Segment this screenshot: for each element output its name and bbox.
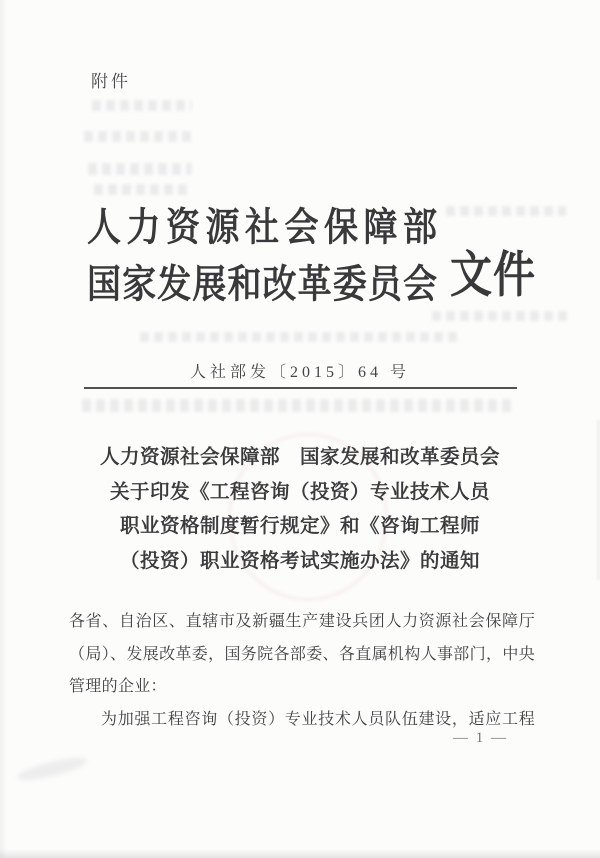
notice-title-line-3: 职业资格制度暂行规定》和《咨询工程师 <box>119 516 480 537</box>
attachment-label: 附件 <box>91 72 131 91</box>
scan-artifact <box>15 753 88 784</box>
document-number: 人社部发〔2015〕64 号 <box>189 364 410 381</box>
agency-line-2: 国家发展和改革委员会 <box>87 263 437 307</box>
letterhead-agency-block <box>87 200 437 314</box>
scan-edge-shadow <box>0 0 7 858</box>
scan-artifact <box>92 100 192 111</box>
notice-title-line-1: 人力资源社会保障部 国家发展和改革委员会 <box>99 447 500 468</box>
scan-artifact <box>446 206 566 216</box>
scan-artifact <box>140 332 460 342</box>
header-rule <box>84 387 517 389</box>
addressee-line-2: （局）、发展改革委，国务院各部委、各直属机构人事部门，中央 <box>69 645 535 663</box>
scan-artifact <box>82 399 512 412</box>
body-paragraph-line-1: 为加强工程咨询（投资）专业技术人员队伍建设，适应工程 <box>101 710 535 728</box>
scan-artifact <box>94 184 190 195</box>
notice-title-line-2: 关于印发《工程咨询（投资）专业技术人员 <box>109 481 490 503</box>
scan-artifact <box>432 311 572 321</box>
scan-artifact <box>84 131 196 142</box>
scan-edge-shadow <box>0 849 600 858</box>
notice-title-line-4: （投资）职业资格考试实施办法》的通知 <box>119 550 480 572</box>
notice-title <box>40 441 560 579</box>
page-number: — 1 — <box>453 730 508 746</box>
scan-artifact <box>88 163 192 175</box>
letterhead-document-word: 文件 <box>450 248 537 304</box>
agency-line-1: 人力资源社会保障部 <box>87 206 437 250</box>
addressee-line-1: 各省、自治区、直辖市及新疆生产建设兵团人力资源社会保障厅 <box>69 613 535 630</box>
document-body <box>69 606 535 736</box>
addressee-line-3: 管理的企业： <box>69 678 167 695</box>
